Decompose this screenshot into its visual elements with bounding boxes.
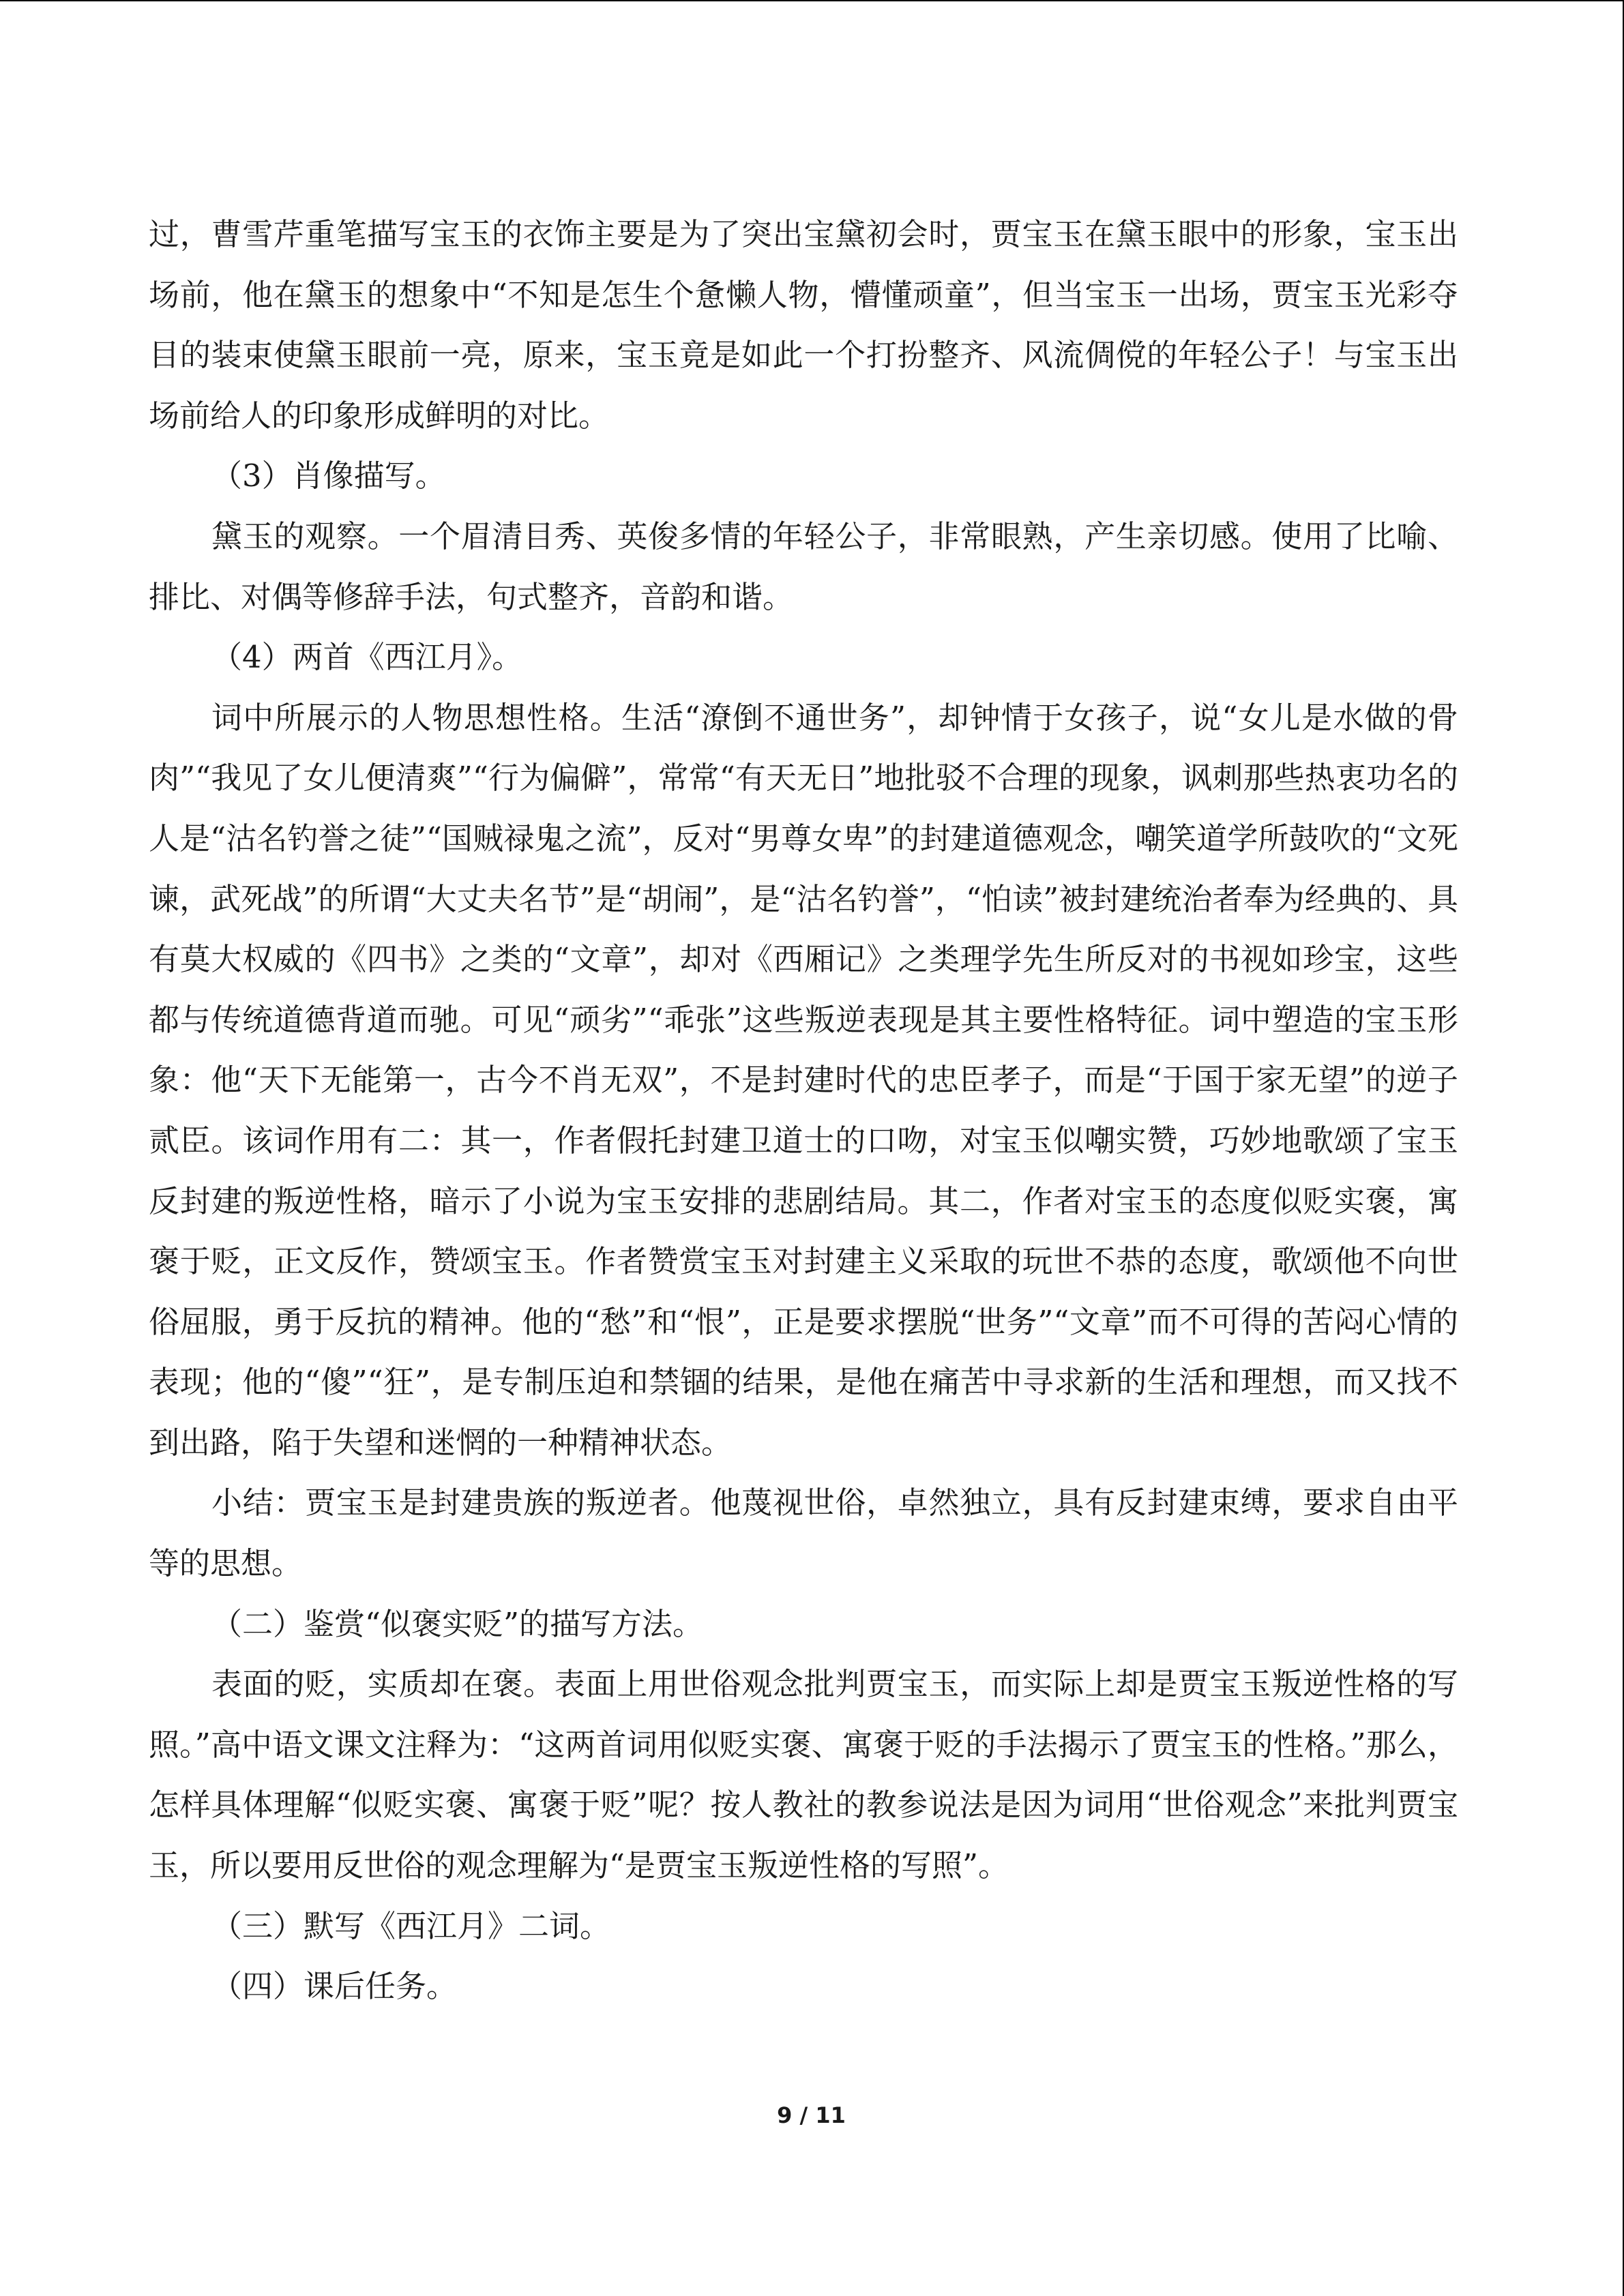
- heading-portrait-description: （3）肖像描写。: [211, 458, 446, 494]
- paragraph-character-analysis: 词中所展示的人物思想性格。生活“潦倒不通世务”，却钟情于女孩子，说“女儿是水做的骨肉”“我见了女儿便清爽”“行为偏僻”，常常“有天无日”地批驳不合理的现象，讽刺那些热衷功名的人是“沽名钓誉之徒”“国贼禄鬼之流”，反对“男尊女卑”的封建道德观念，嘲笑道学所鼓吹的“文死谏，武死战”的所谓“大丈夫名节”是“胡闹”，是“沽名钓誉”，“怕读”被封建统治者奉为经典的、具有莫大权威的《四书》之类的“文章”，却对《西厢记》之类理学先生所反对的书视如珍宝，这些都与传统道德背道而驰。可见“顽劣”“乖张”这些叛逆表现是其主要性格特征。词中塑造的宝玉形象：他“天下无能第一，古今不肖无双”，不是封建时代的忠臣孝子，而是“于国于家无望”的逆子贰臣。该词作用有二：其一，作者假托封建卫道士的口吻，对宝玉似嘲实赞，巧妙地歌颂了宝玉反封建的叛逆性格，暗示了小说为宝玉安排的悲剧结局。其二，作者对宝玉的态度似贬实褒，寓褒于贬，正文反作，赞颂宝玉。作者赞赏宝玉对封建主义采取的玩世不恭的态度，歌颂他不向世俗屈服，勇于反抗的精神。他的“愁”和“恨”，正是要求摆脱“世务”“文章”而不可得的苦闷心情的表现；他的“傻”“狂”，是专制压迫和禁锢的结果，是他在痛苦中寻求新的生活和理想，而又找不到出路，陷于失望和迷惘的一种精神状态。: [149, 699, 1458, 1461]
- heading-appreciation-method: （二）鉴赏“似褒实贬”的描写方法。: [211, 1605, 704, 1642]
- heading-dictation: （三）默写《西江月》二词。: [211, 1907, 611, 1944]
- document-body: [149, 205, 1458, 2017]
- page-number: 9 / 11: [777, 2102, 846, 2128]
- paragraph-clothing-analysis: 过，曹雪芹重笔描写宝玉的衣饰主要是为了突出宝黛初会时，贾宝玉在黛玉眼中的形象，宝玉出场前，他在黛玉的想象中“不知是怎生个惫懒人物，懵懂顽童”，但当宝玉一出场，贾宝玉光彩夺目的装束使黛玉眼前一亮，原来，宝玉竟是如此一个打扮整齐、风流倜傥的年轻公子！与宝玉出场前给人的印象形成鲜明的对比。: [149, 216, 1458, 434]
- heading-xijiangyue: （4）两首《西江月》。: [211, 639, 523, 676]
- paragraph-daiyu-observation: 黛玉的观察。一个眉清目秀、英俊多情的年轻公子，非常眼熟，产生亲切感。使用了比喻、排比、对偶等修辞手法，句式整齐，音韵和谐。: [149, 518, 1458, 615]
- paragraph-summary: 小结：贾宝玉是封建贵族的叛逆者。他蔑视世俗，卓然独立，具有反封建束缚，要求自由平等的思想。: [149, 1485, 1458, 1582]
- heading-homework: （四）课后任务。: [211, 1968, 458, 2005]
- paragraph-appreciation: 表面的贬，实质却在褒。表面上用世俗观念批判贾宝玉，而实际上却是贾宝玉叛逆性格的写照。”高中语文课文注释为：“这两首词用似贬实褒、寓褒于贬的手法揭示了贾宝玉的性格。”那么，怎样具体理解“似贬实褒、寓褒于贬”呢？按人教社的教参说法是因为词用“世俗观念”来批判贾宝玉，所以要用反世俗的观念理解为“是贾宝玉叛逆性格的写照”。: [149, 1666, 1458, 1884]
